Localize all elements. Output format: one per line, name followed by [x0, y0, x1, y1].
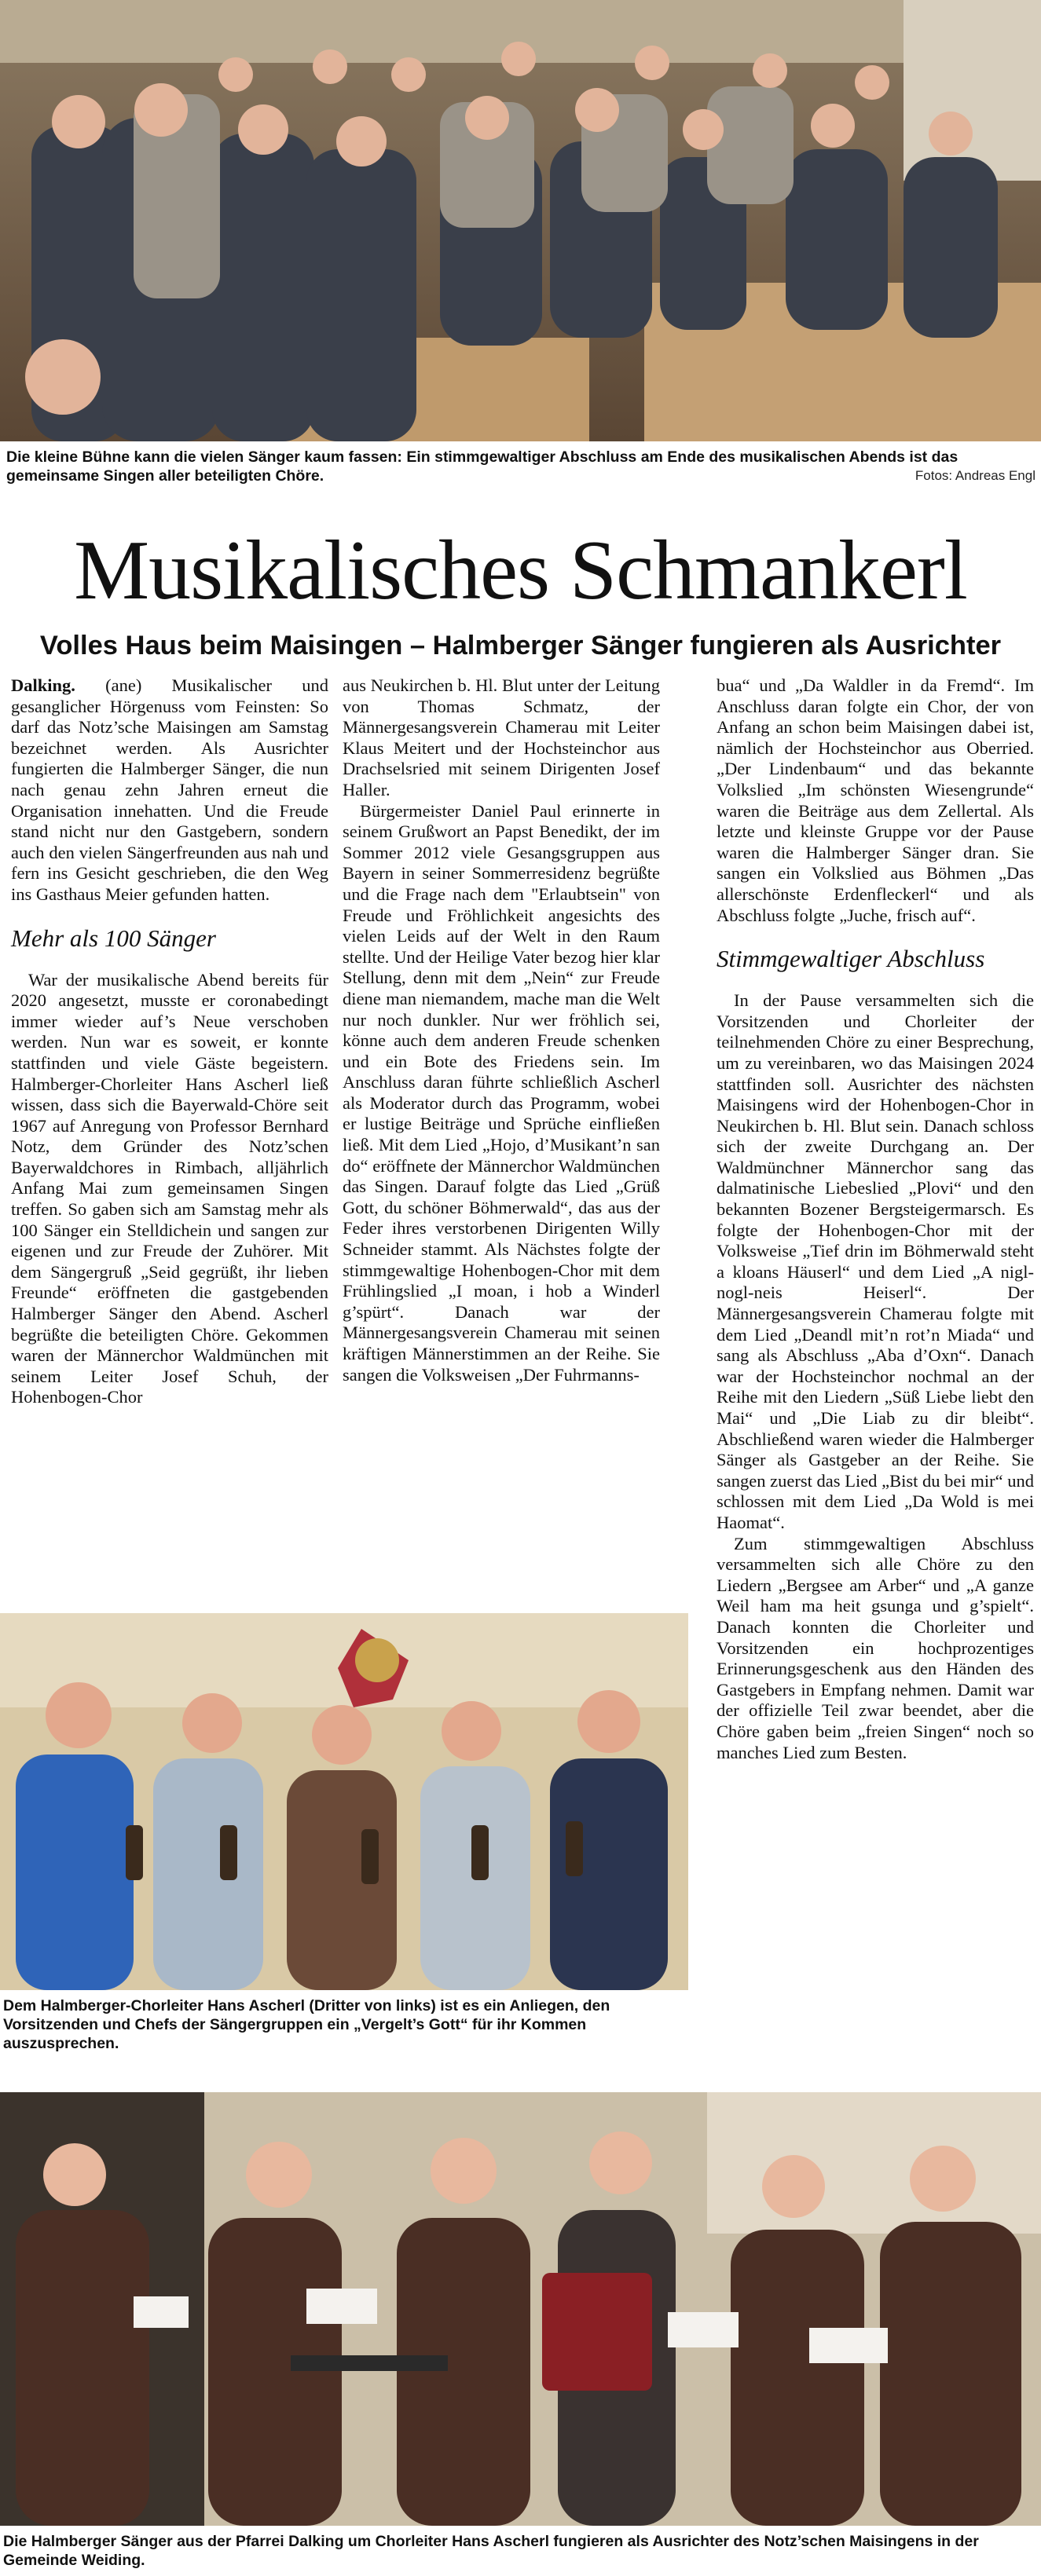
subheadline: Volles Haus beim Maisingen – Halmberger Sänger fungieren als Ausrichter — [39, 631, 1002, 660]
photo-halmberger-singers — [0, 2092, 1041, 2526]
dateline: Dalking. — [11, 675, 75, 695]
subheading-mehr-als-100-saenger: Mehr als 100 Sänger — [11, 924, 216, 952]
article-column-3 — [717, 675, 1034, 1763]
paragraph: War der musikalische Abend bereits für 2020 angesetzt, musste er coronabedingt immer wieder auf’s Neue verschoben werden. Nun war es soweit, er konnte stattfinden und viele Gäste begeistern. Halmberger-Chorleiter Hans Ascherl ließ wissen, dass sich die Bayerwald-Chöre seit 1967 auf Anregung von Professor Bernhard Notz, dem Gründer des Notz’schen Bayerwaldchores in Rimbach, alljährlich Anfang Mai zum gemeinsamen Singen treffen. So gaben sich am Samstag mehr als 100 Sänger ein Stelldichein und sangen zur eigenen und zur Freude der Zuhörer. Mit dem Sängergruß „Seid gegrüßt, ihr lieben Freunde“ eröffneten die gastgebenden Halmberger Sänger den Abend. Ascherl begrüßte die beteiligten Chöre. Gekommen waren der Männerchor Waldmünchen mit seinem Leiter Josef Schuh, der Hohenbogen-Chor — [11, 969, 328, 1407]
photo-choir-leaders — [0, 1613, 688, 1990]
photo-halmberger-singers-image — [0, 2092, 1041, 2526]
photo-choir-hall — [0, 0, 1041, 441]
photo-choir-leaders-image — [0, 1613, 688, 1990]
headline: Musikalisches Schmankerl — [74, 524, 967, 617]
paragraph: In der Pause versammelten sich die Vorsitzenden und Chorleiter der teilnehmenden Chöre zu einer Besprechung, um zu vereinbaren, wo das Maisingen 2024 stattfinden soll. Ausrichter des nächsten Maisingens wird der Hohenbogen-Chor in Neukirchen b. Hl. Blut sein. Danach schloss sich der zweite Durchgang an. Der Waldmünchner Männerchor sang das dalmatinische Liebeslied „Plovi“ und den bekannten Bozener Bergsteigermarsch. Es folgte der Hohenbogen-Chor mit der Volksweise „Tief drin im Böhmerwald steht a kloans Häuserl“ und dem Lied „A nigl-nogl-neis Heiserl“. Der Männergesangsverein Chamerau folgte mit dem Lied „Deandl mit’n rot’n Miada“ und sang als Abschluss „Aba d’Oxn“. Danach war der Hochsteinchor nochmal an der Reihe mit den Liedern „Süß Liebe liebt den Mai“ und „Die Liab zu dir bleibt“. Abschließend waren wieder die Halmberger Sänger als Gastgeber an der Reihe. Sie sangen zuerst das Lied „Bist du bei mir“ und schlossen mit dem Lied „Da Wold is mei Haomat“. — [717, 990, 1034, 1532]
photo-caption-middle: Dem Halmberger-Chorleiter Hans Ascherl (Dritter von links) ist es ein Anliegen, den Vorsitzenden und Chefs der Sängergruppen ein „Vergelt’s Gott“ für ihr Kommen auszusprechen. — [3, 1997, 610, 2052]
article-column-2 — [343, 675, 660, 1385]
paragraph: Bürgermeister Daniel Paul erinnerte in seinem Grußwort an Papst Benedikt, der im Sommer 2012 viele Gesangsgruppen aus Bayern in seiner Sommerresidenz begrüßte und die Frage nach dem "Erlaubtsein" von Freude und Fröhlichkeit angesichts des vielen Leids auf der Welt in den Raum stellte. Und der Heilige Vater bezog hier klar Stellung, denn mit dem „Nein“ zur Freude diene man niemandem, mache man die Welt nur noch dunkler. Nur wer fröhlich sei, könne auch dem anderen Freude schenken und ein Bote des Friedens sein. Im Anschluss daran führte schließlich Ascherl als Moderator durch das Programm, wobei er lustige Beiträge und Sprüche einfließen ließ. Mit dem Lied „Hojo, d’Musikant’n san do“ eröffnete der Männerchor Waldmünchen das Singen. Darauf folgte das Lied „Grüß Gott, du schöner Böhmerwald“, das aus der Feder ihres verstorbenen Dirigenten Willy Schneider stammt. Als Nächstes folgte der stimmgewaltige Hohenbogen-Chor mit dem Frühlingslied „I moan, i hob a Winderl g’spürt“. Danach war der Männergesangsverein Chamerau mit seinen kräftigen Männerstimmen an der Reihe. Sie sangen die Volksweisen „Der Fuhrmanns- — [343, 800, 660, 1385]
photo-caption-bottom: Die Halmberger Sänger aus der Pfarrei Dalking um Chorleiter Hans Ascherl fungieren als Ausrichter des Notz’schen Maisingens in der Gemeinde Weiding. — [3, 2533, 979, 2569]
paragraph-intro — [11, 675, 328, 906]
paragraph: bua“ und „Da Waldler in da Fremd“. Im Anschluss daran folgte ein Chor, der von Anfang an schon beim Maisingen dabei ist, nämlich der Hochsteinchor aus Oberried. „Der Lindenbaum“ und das bekannte Volkslied „Im schönsten Wiesengrunde“ waren die Beiträge aus dem Zellertal. Als letzte und kleinste Gruppe vor der Pause waren die Halmberger Sänger dran. Sie sangen ein Volkslied aus Böhmen „Das allerschönste Erdenfleckerl“ und als Abschluss folgte „Juche, frisch auf“. — [717, 675, 1034, 925]
article-column-1 — [11, 675, 328, 1408]
photo-caption-top: Die kleine Bühne kann die vielen Sänger kaum fassen: Ein stimmgewaltiger Abschluss am Ende des musikalischen Abends ist das gemeinsame Singen aller beteiligten Chöre. — [6, 448, 959, 485]
paragraph: Zum stimmgewaltigen Abschluss versammelten sich alle Chöre zu den Liedern „Bergsee am Arber“ und „A ganze Weil ham ma heit gsunga und g’spielt“. Danach konnten die Chorleiter und Vorsitzenden ein hochprozentiges Erinnerungsgeschenk aus den Händen des Gastgebers in Empfang nehmen. Damit war der offizielle Teil zwar beendet, aber die Chöre gaben beim „freien Singen“ noch so manches Lied zum Besten. — [717, 1533, 1034, 1762]
photo-credit: Fotos: Andreas Engl — [915, 468, 1036, 483]
paragraph: aus Neukirchen b. Hl. Blut unter der Leitung von Thomas Schmatz, der Männergesangsverein Chamerau mit Leiter Klaus Meitert und der Hochsteinchor aus Drachselsried mit seinem Dirigenten Josef Haller. — [343, 675, 660, 800]
subheading-stimmgewaltiger-abschluss: Stimmgewaltiger Abschluss — [717, 945, 985, 973]
photo-choir-hall-image — [0, 0, 1041, 441]
paragraph-intro-text: (ane) Musikalischer und gesanglicher Hörgenuss vom Feinsten: So darf das Notz’sche Maisingen am Samstag bezeichnet werden. Als Ausrichter fungierten die Halmberger Sänger, die nun nach genau zehn Jahren erneut die Organisation innehatten. Und die Freude stand nicht nur den Gastgebern, sondern auch den vielen Sängerfreunden aus nah und fern ins Gesicht geschrieben, die den Weg ins Gasthaus Meier gefunden hatten. — [11, 675, 328, 904]
